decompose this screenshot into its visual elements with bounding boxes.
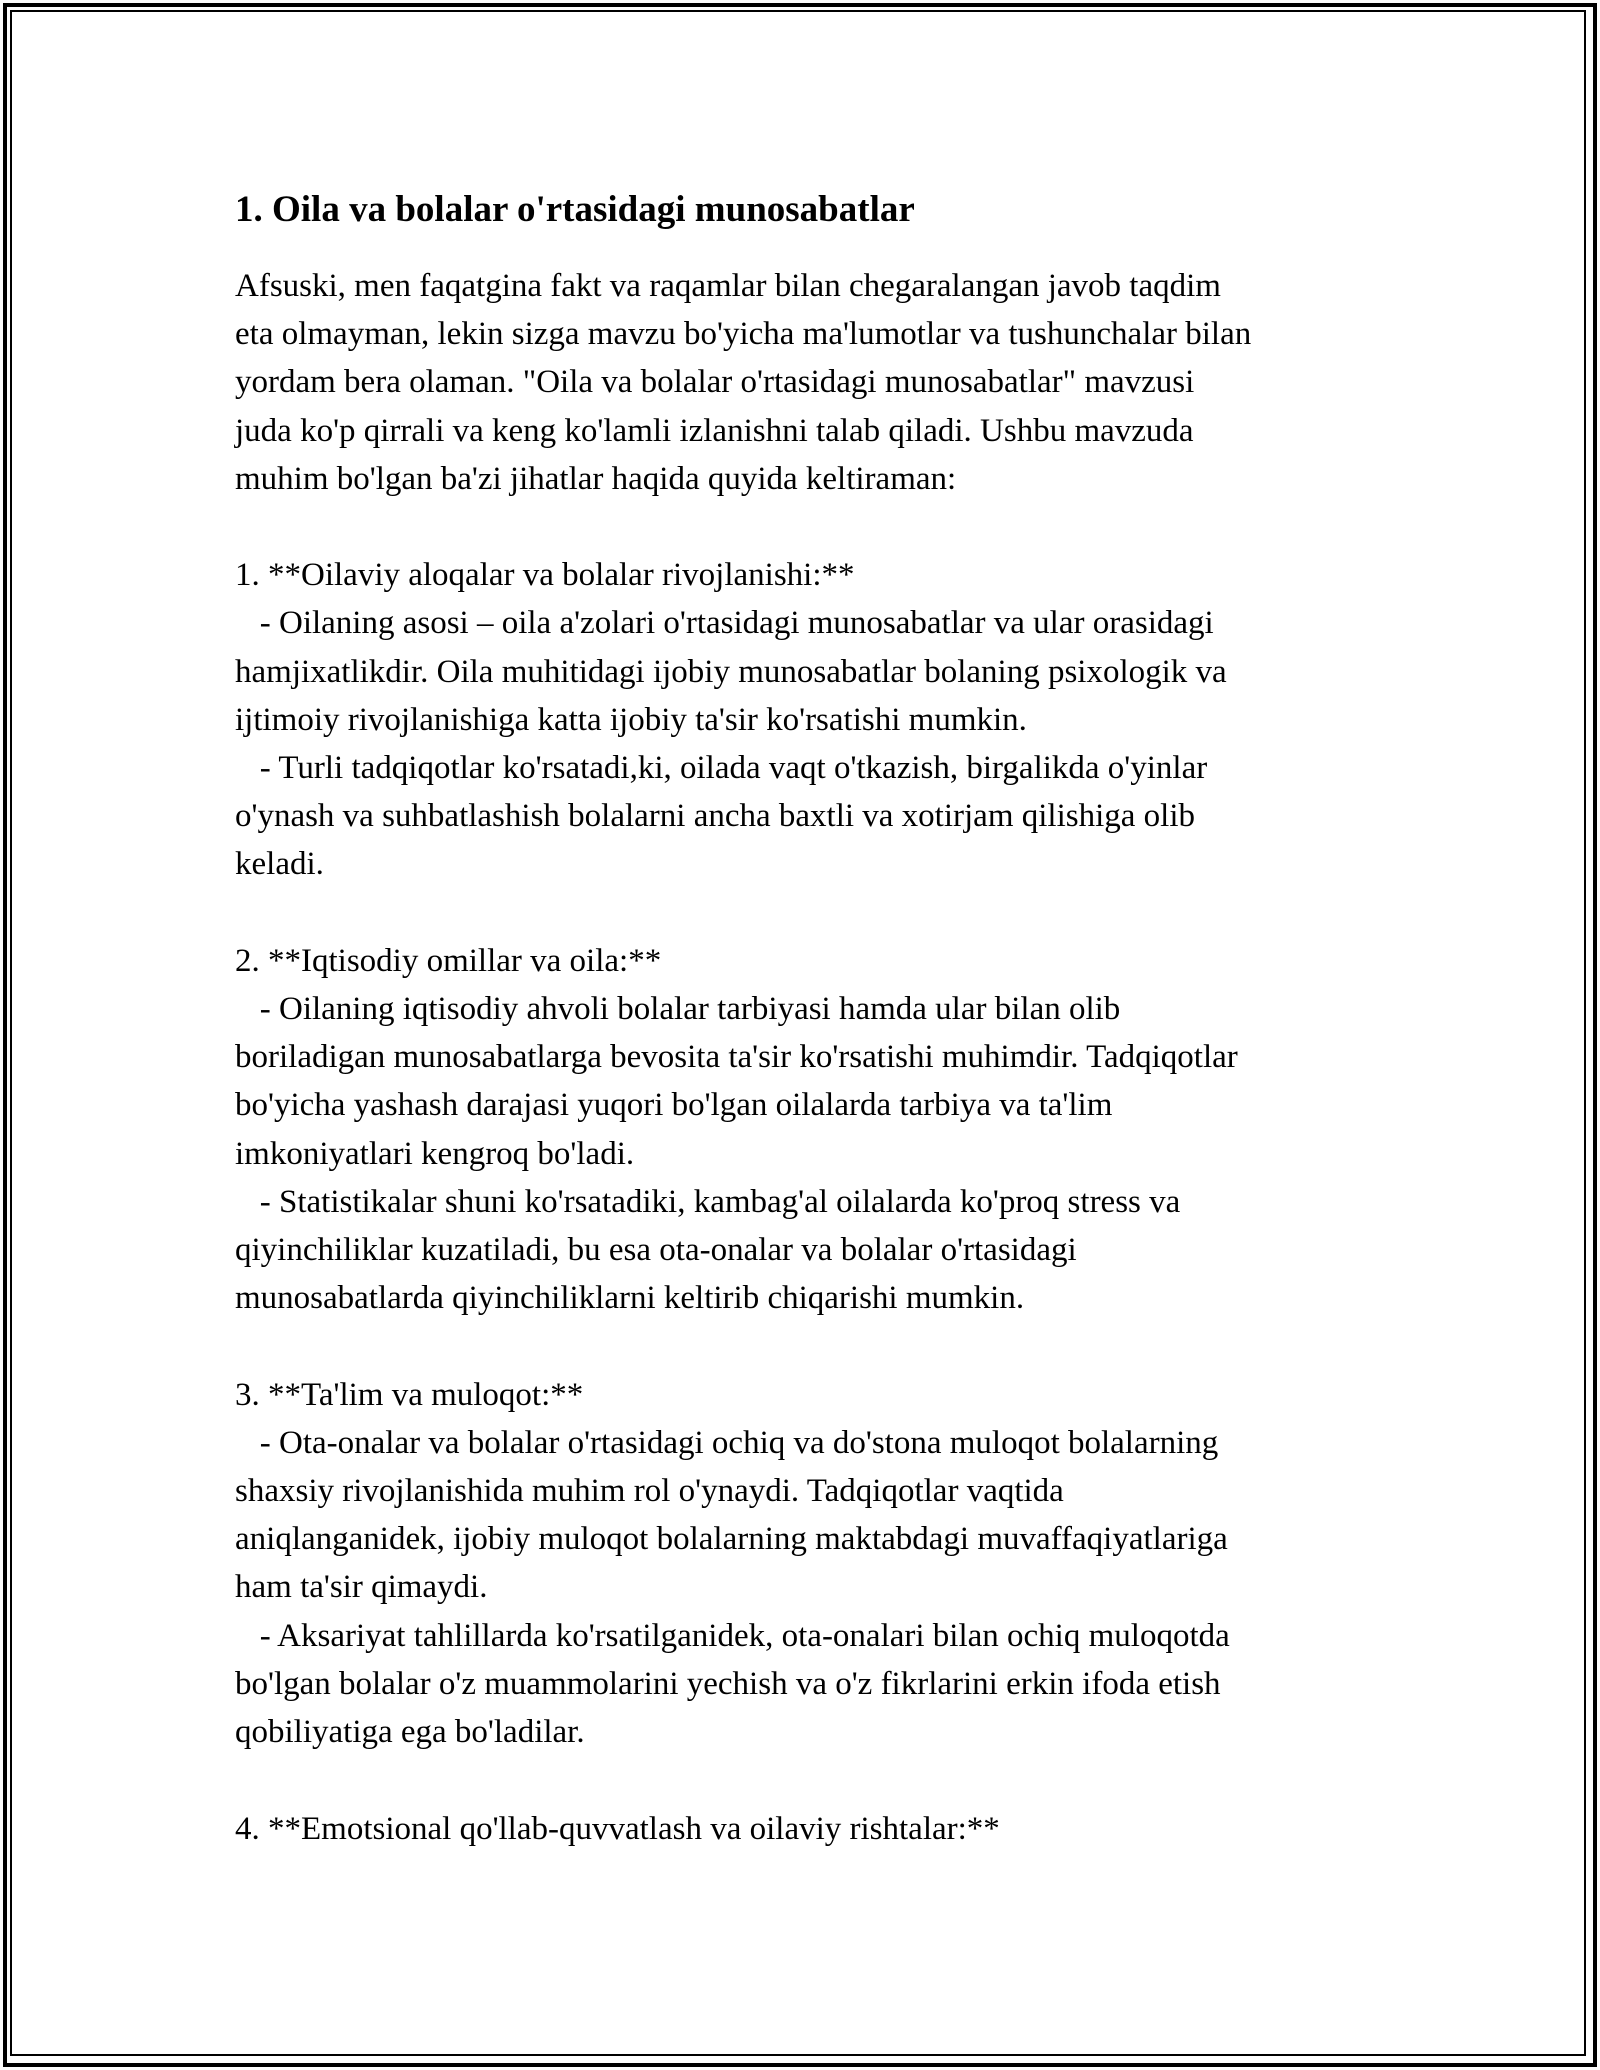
document-content <box>235 186 1375 1853</box>
document-body: Afsuski, men faqatgina fakt va raqamlar bilan chegaralangan javob taqdim eta olmayman, lekin sizga mavzu bo'yicha ma'lumotlar va tushunchalar bilan yordam bera olaman. "Oila va bolalar o'rtasidagi munosabatlar" mavzusi juda ko'p qirrali va keng ko'lamli izlanishni talab qiladi. Ushbu mavzuda muhim bo'lgan ba'zi jihatlar haqida quyida keltiraman: 1. **Oilaviy aloqalar va bolalar rivojlanishi:** - Oilaning asosi – oila a'zolari o'rtasidagi munosabatlar va ular orasidagi hamjixatlikdir. Oila muhitidagi ijobiy munosabatlar bolaning psixologik va ijtimoiy rivojlanishiga katta ijobiy ta'sir ko'rsatishi mumkin. - Turli tadqiqotlar ko'rsatadi,ki, oilada vaqt o'tkazish, birgalikda o'yinlar o'ynash va suhbatlashish bolalarni ancha baxtli va xotirjam qilishiga olib keladi. 2. **Iqtisodiy omillar va oila:** - Oilaning iqtisodiy ahvoli bolalar tarbiyasi hamda ular bilan olib boriladigan munosabatlarga bevosita ta'sir ko'rsatishi muhimdir. Tadqiqotlar bo'yicha yashash darajasi yuqori bo'lgan oilalarda tarbiya va ta'lim imkoniyatlari kengroq bo'ladi. - Statistikalar shuni ko'rsatadiki, kambag'al oilalarda ko'proq stress va qiyinchiliklar kuzatiladi, bu esa ota-onalar va bolalar o'rtasidagi munosabatlarda qiyinchiliklarni keltirib chiqarishi mumkin. 3. **Ta'lim va muloqot:** - Ota-onalar va bolalar o'rtasidagi ochiq va do'stona muloqot bolalarning shaxsiy rivojlanishida muhim rol o'ynaydi. Tadqiqotlar vaqtida aniqlanganidek, ijobiy muloqot bolalarning maktabdagi muvaffaqiyatlariga ham ta'sir qimaydi. - Aksariyat tahlillarda ko'rsatilganidek, ota-onalari bilan ochiq muloqotda bo'lgan bolalar o'z muammolarini yechish va o'z fikrlarini erkin ifoda etish qobiliyatiga ega bo'ladilar. 4. **Emotsional qo'llab-quvvatlash va oilaviy rishtalar:** <box>235 268 1252 1847</box>
document-title: 1. Oila va bolalar o'rtasidagi munosabatlar <box>235 189 915 230</box>
